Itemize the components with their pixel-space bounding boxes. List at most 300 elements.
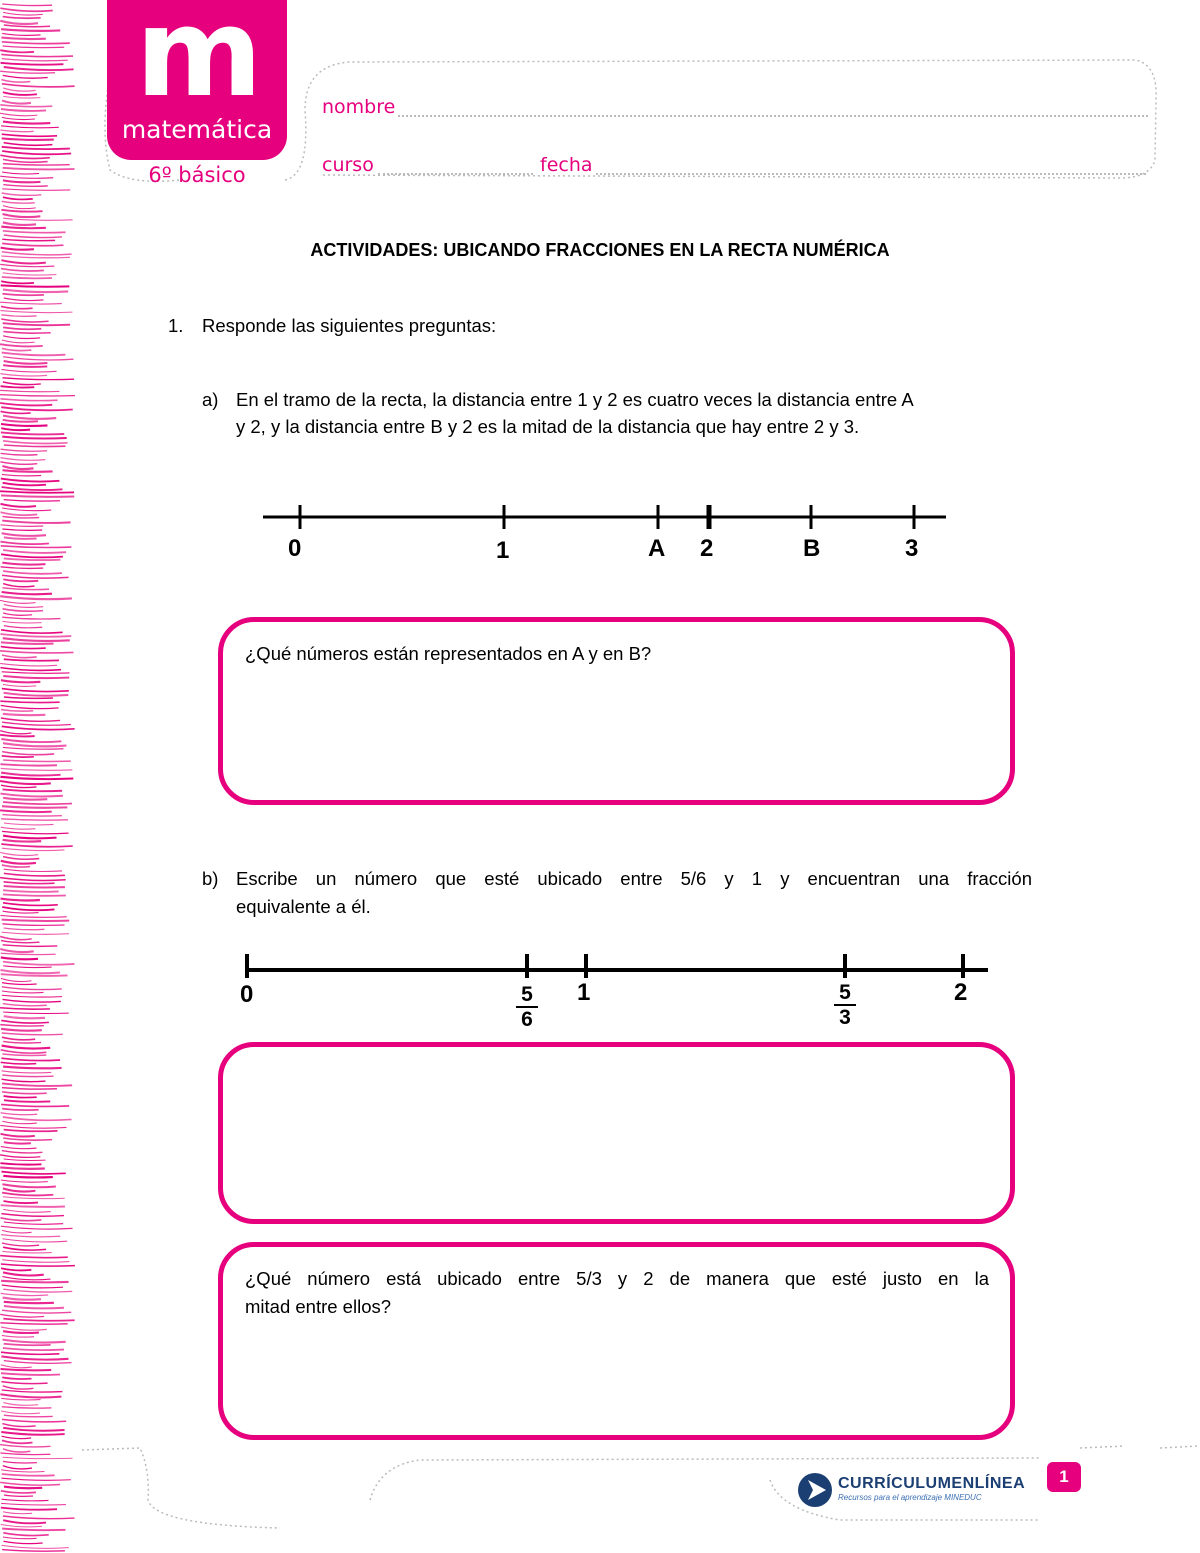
decorative-stroke: [2, 1083, 72, 1086]
decorative-stroke: [1, 680, 40, 682]
decorative-stroke: [1, 269, 44, 271]
decorative-stroke: [1, 1398, 40, 1400]
decorative-stroke: [3, 550, 66, 553]
decorative-stroke: [0, 311, 72, 313]
decorative-stroke: [2, 1424, 35, 1427]
date-label: fecha: [540, 154, 593, 176]
decorative-stroke: [1, 1491, 36, 1493]
decorative-stroke: [0, 794, 62, 797]
decorative-stroke: [2, 621, 41, 623]
decorative-stroke: [1, 705, 59, 708]
decorative-stroke: [2, 84, 75, 87]
decorative-stroke: [3, 1428, 64, 1431]
decorative-stroke: [0, 949, 34, 952]
decorative-stroke: [3, 470, 53, 472]
decorative-stroke: [1, 1373, 60, 1375]
name-label: nombre: [322, 96, 396, 118]
decorative-stroke: [0, 777, 73, 779]
decorative-stroke: [1, 1382, 47, 1384]
decorative-stroke: [4, 882, 55, 884]
line-b-frac-5-3-den: 3: [839, 1006, 851, 1029]
decorative-stroke: [0, 1482, 60, 1485]
decorative-stroke: [3, 12, 43, 15]
decorative-stroke: [4, 298, 44, 301]
answer-box-b2-line2: mitad entre ellos?: [245, 1296, 392, 1317]
decorative-stroke: [3, 214, 41, 217]
decorative-stroke: [1, 567, 44, 569]
decorative-stroke: [3, 164, 70, 165]
name-field[interactable]: [398, 115, 1148, 117]
decorative-stroke: [4, 537, 37, 538]
decorative-stroke: [1, 369, 56, 372]
decorative-stroke: [1, 126, 59, 128]
decorative-stroke: [3, 1298, 41, 1300]
decorative-stroke: [1, 554, 63, 557]
decorative-stroke: [2, 806, 67, 808]
decorative-stroke: [1, 63, 64, 65]
decorative-stroke: [4, 1302, 54, 1303]
decorative-stroke: [3, 180, 41, 182]
decorative-stroke: [1, 1062, 37, 1064]
decorative-stroke: [1, 1356, 68, 1359]
decorative-stroke: [1, 957, 38, 959]
decorative-stroke: [3, 638, 70, 641]
decorative-stroke: [0, 596, 72, 599]
decorative-stroke: [1, 861, 36, 864]
decorative-stroke: [3, 676, 69, 678]
decorative-stroke: [1, 80, 30, 83]
decorative-stroke: [3, 332, 50, 334]
footer-frame: [80, 1440, 1200, 1540]
decorative-stroke: [2, 1407, 52, 1408]
decorative-stroke: [2, 991, 44, 993]
decorative-stroke: [1, 319, 48, 322]
decorative-stroke: [2, 172, 39, 174]
decorative-stroke: [2, 437, 66, 439]
decorative-stroke: [1, 1524, 42, 1527]
decorative-stroke: [2, 1474, 55, 1476]
line-b-frac-5-3-num: 5: [839, 981, 851, 1004]
decorative-stroke: [3, 1449, 30, 1452]
decorative-stroke: [4, 659, 59, 661]
decorative-stroke: [3, 88, 35, 91]
decorative-stroke: [4, 626, 42, 628]
decorative-stroke: [2, 672, 70, 673]
decorative-stroke: [3, 96, 40, 98]
decorative-stroke: [0, 395, 75, 396]
decorative-stroke: [0, 50, 34, 52]
decorative-stroke: [2, 1550, 65, 1552]
decorative-stroke: [4, 1361, 72, 1364]
decorative-stroke: [2, 752, 54, 755]
decorative-stroke: [2, 353, 66, 356]
line-b-frac-5-6-num: 5: [521, 983, 533, 1006]
decorative-stroke: [1, 647, 46, 649]
logo-subject: matemática: [121, 115, 273, 144]
decorative-stroke: [1, 718, 60, 721]
decorative-stroke: [2, 924, 64, 926]
decorative-stroke: [2, 1079, 46, 1081]
decorative-stroke: [3, 747, 63, 749]
decorative-stroke: [2, 609, 43, 611]
decorative-stroke: [1, 109, 46, 111]
decorative-stroke: [4, 873, 65, 876]
decorative-stroke: [2, 1499, 49, 1501]
decorative-stroke: [1, 978, 32, 981]
part-a-line2: y 2, y la distancia entre B y 2 es la mitad de la distancia que hay entre 2 y 3.: [236, 416, 860, 437]
decorative-stroke: [3, 46, 65, 48]
decorative-stroke: [3, 1041, 41, 1043]
part-a-line1: En el tramo de la recta, la distancia entre 1 y 2 es cuatro veces la distancia entre A: [236, 389, 914, 410]
decorative-stroke: [2, 138, 54, 140]
decorative-stroke: [2, 1046, 51, 1049]
decorative-stroke: [3, 1348, 64, 1350]
decorative-stroke: [2, 588, 49, 590]
decorative-stroke: [3, 571, 62, 574]
decorative-stroke: [4, 1222, 63, 1224]
decorative-stroke: [0, 1167, 45, 1168]
decorative-stroke: [1, 642, 54, 644]
decorative-stroke: [4, 886, 65, 888]
decorative-stroke: [1, 974, 68, 976]
decorative-stroke: [1, 38, 45, 39]
decorative-stroke: [3, 75, 48, 78]
play-arrow-icon: [796, 1471, 834, 1509]
decorative-stroke: [0, 21, 38, 24]
decorative-stroke: [1, 1029, 42, 1031]
line-a-label-2: 2: [700, 535, 714, 562]
decorative-stroke: [1, 1113, 38, 1115]
decorative-stroke: [2, 920, 70, 921]
decorative-stroke: [0, 8, 52, 11]
decorative-stroke: [4, 1415, 53, 1417]
decorative-stroke: [3, 1533, 48, 1536]
decorative-stroke: [1, 1365, 32, 1368]
decorative-stroke: [2, 193, 42, 195]
decorative-stroke: [1, 1020, 49, 1023]
decorative-stroke: [1, 54, 73, 56]
footer-brand: CURRÍCULUMENLÍNEA: [838, 1475, 1026, 1492]
decorative-stroke: [3, 1541, 42, 1543]
decorative-stroke: [3, 579, 38, 581]
decorative-stroke: [2, 1436, 32, 1438]
decorative-stroke: [3, 323, 70, 325]
decorative-stroke: [3, 168, 75, 170]
decorative-stroke: [3, 1319, 74, 1321]
decorative-stroke: [2, 508, 51, 511]
decorative-stroke: [0, 71, 55, 73]
decorative-stroke: [0, 302, 62, 304]
decorative-stroke: [2, 1310, 71, 1313]
decorative-stroke: [2, 1545, 69, 1548]
number-line-b: [240, 948, 992, 993]
decorative-stroke: [4, 823, 54, 825]
decorative-stroke: [1, 1146, 37, 1148]
decorative-stroke: [3, 365, 47, 367]
decorative-stroke: [3, 1247, 46, 1250]
decorative-stroke: [2, 348, 31, 350]
decorative-stroke: [0, 1314, 44, 1317]
decorative-stroke: [3, 17, 41, 19]
decorative-stroke: [0, 651, 73, 653]
decorative-stroke: [3, 966, 51, 968]
decorative-stroke: [3, 890, 59, 892]
decorative-stroke: [2, 1335, 34, 1337]
decorative-stroke: [0, 1163, 41, 1164]
decorative-border: [0, 0, 80, 1553]
decorative-stroke: [3, 1209, 50, 1212]
decorative-stroke: [2, 59, 68, 61]
decorative-stroke: [2, 1377, 31, 1379]
decorative-stroke: [2, 907, 54, 910]
decorative-stroke: [1, 1503, 66, 1505]
decorative-stroke: [3, 206, 36, 209]
line-b-label-0: 0: [240, 981, 254, 1008]
decorative-stroke: [2, 474, 41, 475]
decorative-stroke: [3, 894, 66, 895]
decorative-stroke: [2, 722, 71, 725]
decorative-stroke: [3, 1138, 52, 1140]
decorative-stroke: [0, 264, 54, 266]
decorative-stroke: [0, 810, 52, 812]
decorative-stroke: [3, 760, 71, 761]
decorative-stroke: [3, 945, 58, 947]
answer-box-b2-line1: ¿Qué número está ubicado entre 5/3 y 2 de manera que esté justo en la: [245, 1268, 989, 1289]
decorative-stroke: [2, 201, 35, 203]
decorative-stroke: [3, 185, 47, 187]
line-b-label-1: 1: [577, 979, 591, 1006]
decorative-stroke: [2, 815, 62, 816]
decorative-stroke: [3, 1461, 37, 1463]
decorative-stroke: [1, 827, 36, 829]
decorative-stroke: [3, 1004, 47, 1006]
decorative-stroke: [3, 1272, 44, 1275]
decorative-stroke: [4, 928, 45, 930]
decorative-stroke: [1, 1226, 73, 1229]
decorative-stroke: [0, 525, 43, 527]
answer-box-b2[interactable]: [218, 1242, 1015, 1440]
decorative-stroke: [2, 277, 52, 278]
decorative-stroke: [2, 1529, 65, 1531]
decorative-stroke: [3, 327, 41, 329]
decorative-stroke: [1, 428, 30, 430]
decorative-stroke: [0, 374, 47, 376]
decorative-stroke: [4, 1130, 58, 1132]
decorative-stroke: [2, 516, 39, 518]
decorative-stroke: [1, 1478, 70, 1480]
answer-box-b1[interactable]: [218, 1042, 1015, 1224]
decorative-stroke: [4, 869, 62, 871]
decorative-stroke: [3, 584, 34, 587]
decorative-stroke: [1, 281, 34, 283]
decorative-stroke: [3, 1516, 75, 1519]
decorative-stroke: [1, 1134, 35, 1137]
decorative-stroke: [1, 29, 60, 31]
course-field[interactable]: [378, 173, 533, 175]
decorative-stroke: [3, 231, 66, 233]
decorative-stroke: [2, 529, 42, 530]
decorative-stroke: [1, 1470, 44, 1472]
grade-label: 6º básico: [148, 163, 246, 187]
decorative-stroke: [0, 1155, 40, 1158]
decorative-stroke: [0, 701, 59, 702]
decorative-stroke: [1, 512, 38, 515]
decorative-stroke: [1, 785, 36, 787]
decorative-stroke: [1, 1205, 65, 1207]
decorative-stroke: [3, 903, 58, 906]
decorative-stroke: [1, 315, 36, 317]
decorative-stroke: [4, 693, 69, 696]
decorative-stroke: [3, 857, 39, 860]
decorative-stroke: [3, 1117, 72, 1120]
decorative-stroke: [1, 453, 38, 455]
decorative-stroke: [2, 726, 75, 729]
decorative-stroke: [1, 768, 73, 770]
decorative-stroke: [3, 382, 41, 385]
footer-brand-sub: Recursos para el aprendizaje MINEDUC: [838, 1493, 982, 1502]
date-field[interactable]: [596, 173, 1146, 175]
decorative-stroke: [3, 122, 50, 124]
decorative-stroke: [3, 1340, 66, 1343]
decorative-stroke: [1, 773, 60, 776]
decorative-stroke: [2, 983, 37, 985]
decorative-stroke: [1, 432, 64, 434]
decorative-stroke: [0, 915, 66, 917]
decorative-stroke: [1, 449, 47, 451]
decorative-stroke: [0, 1125, 66, 1128]
part-a-letter: a): [202, 389, 219, 410]
part-b-letter: b): [202, 868, 219, 889]
decorative-stroke: [3, 420, 38, 422]
decorative-stroke: [0, 663, 57, 666]
decorative-stroke: [0, 735, 35, 737]
decorative-stroke: [2, 1251, 51, 1253]
decorative-stroke: [1, 1235, 60, 1237]
decorative-stroke: [2, 1440, 33, 1443]
decorative-stroke: [4, 361, 48, 364]
decorative-stroke: [2, 1285, 63, 1288]
decorative-stroke: [3, 1289, 72, 1292]
decorative-stroke: [1, 844, 72, 847]
decorative-stroke: [1, 953, 56, 954]
decorative-stroke: [3, 1403, 38, 1406]
decorative-stroke: [1, 210, 42, 212]
decorative-stroke: [1, 495, 74, 496]
decorative-stroke: [3, 1457, 73, 1458]
decorative-stroke: [1, 1058, 60, 1060]
decorative-stroke: [0, 176, 53, 178]
decorative-stroke: [0, 542, 48, 544]
decorative-stroke: [2, 1239, 67, 1242]
decorative-stroke: [2, 101, 31, 104]
decorative-stroke: [2, 151, 71, 154]
decorative-stroke: [1, 1264, 75, 1266]
decorative-stroke: [3, 1512, 32, 1514]
decorative-stroke: [3, 1386, 34, 1389]
decorative-stroke: [4, 1306, 64, 1308]
decorative-stroke: [2, 466, 33, 469]
decorative-stroke: [2, 378, 74, 380]
question-number: 1.: [168, 315, 184, 336]
decorative-stroke: [0, 504, 36, 507]
decorative-stroke: [3, 714, 46, 715]
decorative-stroke: [2, 831, 68, 833]
decorative-stroke: [2, 1243, 39, 1246]
decorative-stroke: [3, 1466, 32, 1469]
decorative-stroke: [1, 1369, 52, 1370]
decorative-stroke: [0, 852, 38, 855]
decorative-stroke: [0, 1323, 67, 1324]
decorative-stroke: [3, 802, 72, 804]
decorative-stroke: [2, 617, 60, 619]
decorative-stroke: [0, 130, 33, 132]
decorative-stroke: [1, 819, 68, 820]
decorative-stroke: [0, 344, 43, 346]
decorative-stroke: [2, 117, 35, 119]
decorative-stroke: [2, 189, 70, 191]
decorative-stroke: [0, 155, 50, 158]
line-a-label-b: B: [803, 535, 821, 562]
decorative-stroke: [4, 697, 53, 698]
answer-box-a[interactable]: [218, 617, 1015, 805]
decorative-stroke: [2, 33, 40, 35]
decorative-stroke: [2, 655, 37, 658]
page-title: ACTIVIDADES: UBICANDO FRACCIONES EN LA RECTA NUMÉRICA: [310, 240, 890, 260]
decorative-stroke: [3, 999, 61, 1002]
decorative-stroke: [1, 1508, 57, 1510]
decorative-stroke: [2, 521, 70, 523]
part-b-line1: Escribe un número que esté ubicado entre 5/6 y 1 y encuentran una fracción: [236, 868, 1032, 889]
decorative-stroke: [0, 1445, 50, 1447]
decorative-stroke: [2, 689, 69, 692]
decorative-stroke: [3, 1188, 36, 1191]
decorative-stroke: [2, 563, 45, 565]
line-a-label-1: 1: [496, 537, 510, 564]
decorative-stroke: [1, 1293, 49, 1295]
decorative-stroke: [0, 1008, 50, 1009]
decorative-stroke: [4, 605, 43, 608]
line-a-label-a: A: [648, 535, 666, 562]
decorative-stroke: [2, 1230, 31, 1233]
decorative-stroke: [4, 1344, 51, 1345]
answer-box-a-question: ¿Qué números están representados en A y en B?: [245, 643, 652, 664]
decorative-stroke: [3, 218, 72, 220]
line-b-frac-5-6-den: 6: [521, 1008, 533, 1031]
decorative-stroke: [2, 487, 63, 490]
decorative-stroke: [0, 936, 32, 939]
decorative-stroke: [0, 1025, 44, 1026]
decorative-stroke: [3, 1331, 39, 1333]
decorative-stroke: [1, 285, 70, 286]
decorative-stroke: [3, 836, 56, 839]
decorative-stroke: [3, 273, 57, 275]
decorative-stroke: [3, 336, 40, 339]
decorative-stroke: [4, 25, 50, 27]
decorative-stroke: [4, 143, 53, 146]
decorative-stroke: [0, 1394, 61, 1397]
decorative-stroke: [2, 575, 69, 578]
decorative-stroke: [1, 227, 46, 229]
decorative-stroke: [3, 357, 73, 360]
line-a-label-3: 3: [905, 535, 919, 562]
decorative-stroke: [3, 1012, 68, 1014]
page-number-badge: 1: [1047, 1462, 1081, 1492]
decorative-stroke: [1, 710, 33, 712]
decorative-stroke: [0, 1453, 50, 1455]
decorative-stroke: [2, 1121, 36, 1124]
decorative-stroke: [2, 1390, 63, 1392]
decorative-stroke: [0, 491, 74, 493]
